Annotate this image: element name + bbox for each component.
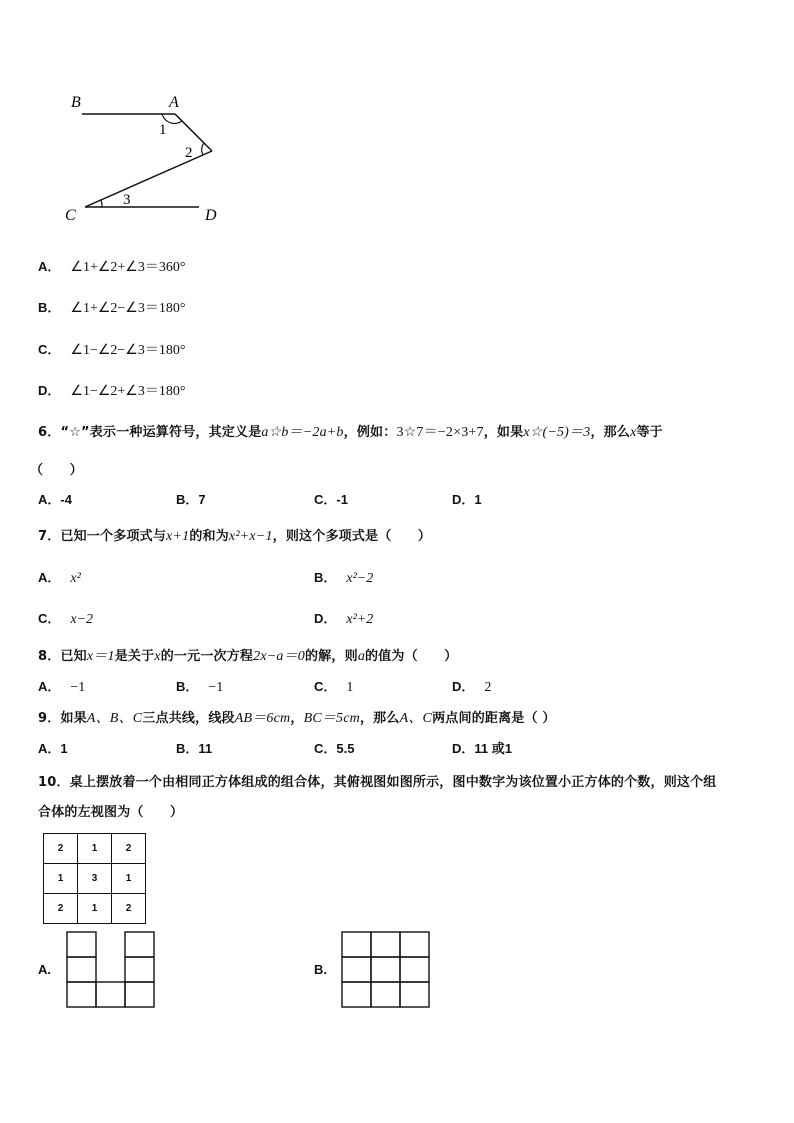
option-text: 2 bbox=[484, 680, 492, 695]
q8-var: x bbox=[154, 649, 161, 664]
option-text: 7 bbox=[198, 492, 206, 507]
top-view-grid bbox=[43, 833, 146, 924]
q9-text-d: 两点间的距离是（ ） bbox=[432, 711, 556, 726]
q9-bc: BC＝5cm bbox=[303, 711, 360, 726]
option-text: x−2 bbox=[70, 612, 94, 627]
q10-line2: 合体的左视图为（ ） bbox=[38, 805, 184, 820]
option-label: D． bbox=[452, 741, 475, 756]
label-D: D bbox=[205, 207, 217, 224]
option-text: ∠1−∠2+∠3＝180° bbox=[70, 384, 186, 399]
q5-option-c[interactable] bbox=[38, 339, 185, 359]
q8-option-d[interactable] bbox=[452, 676, 491, 696]
q7-text-a: 7．已知一个多项式与 bbox=[38, 529, 167, 544]
q9-option-c[interactable] bbox=[314, 738, 354, 757]
option-text: 11 bbox=[198, 741, 213, 756]
q9-text-a: 9．如果 bbox=[38, 711, 87, 726]
option-label: A． bbox=[38, 741, 61, 756]
grid-cell: 1 bbox=[78, 834, 112, 864]
option-text: 1 bbox=[346, 680, 354, 695]
grid-cell: 3 bbox=[78, 864, 112, 894]
q10-option-a-view[interactable] bbox=[66, 931, 158, 1009]
q9-ab: AB＝6cm bbox=[234, 711, 291, 726]
q9-option-d[interactable] bbox=[452, 738, 512, 757]
option-label: A． bbox=[38, 259, 61, 274]
option-label: C． bbox=[38, 342, 61, 357]
q6-stem bbox=[38, 421, 663, 441]
option-text: -1 bbox=[336, 492, 348, 507]
q9-option-a[interactable] bbox=[38, 738, 68, 757]
option-text: ∠1+∠2−∠3＝180° bbox=[70, 301, 186, 316]
q6-cond: x☆(−5)＝3 bbox=[523, 425, 591, 440]
q9-ac: A、C bbox=[399, 711, 433, 726]
q6-mid: ，例如： bbox=[343, 425, 397, 440]
option-text: 1 bbox=[474, 492, 482, 507]
q6-example: 3☆7＝−2×3+7 bbox=[396, 425, 484, 440]
option-text: x²−2 bbox=[346, 571, 374, 586]
q9-text-b: 三点共线，线段 bbox=[142, 711, 235, 726]
q8-text-a: 8．已知 bbox=[38, 649, 87, 664]
q10-option-a-label[interactable]: A. bbox=[38, 962, 51, 977]
grid-cell: 1 bbox=[44, 864, 78, 894]
option-text: ∠1−∠2−∠3＝180° bbox=[70, 343, 186, 358]
option-text: 11 或1 bbox=[474, 741, 512, 756]
q6-text: 6．“☆”表示一种运算符号，其定义是 bbox=[38, 425, 262, 440]
q6-mid2: ，如果 bbox=[483, 425, 524, 440]
option-label: C． bbox=[314, 492, 337, 507]
q8-text-e: 的值为（ ） bbox=[365, 649, 458, 664]
q6-option-b[interactable] bbox=[176, 489, 206, 508]
q10-option-b-view[interactable] bbox=[341, 931, 433, 1009]
option-label: C． bbox=[38, 611, 61, 626]
q9-option-b[interactable] bbox=[176, 738, 212, 757]
q10-line1: 10．桌上摆放着一个由相同正方体组成的组合体，其俯视图如图所示，图中数字为该位置小正方体的个数，则这个组 bbox=[38, 775, 717, 790]
option-label: C． bbox=[314, 741, 337, 756]
q6-option-d[interactable] bbox=[452, 489, 482, 508]
q8-option-c[interactable] bbox=[314, 676, 353, 696]
q8-text-d: 的解，则 bbox=[305, 649, 358, 664]
q6-tail2: 等于 bbox=[636, 425, 663, 440]
q5-option-b[interactable] bbox=[38, 297, 185, 317]
q8-var2: a bbox=[357, 649, 366, 664]
angle-figure bbox=[55, 88, 235, 228]
option-label: B． bbox=[176, 679, 199, 694]
grid-cell: 2 bbox=[44, 834, 78, 864]
q8-stem bbox=[38, 645, 457, 665]
q7-text-b: 的和为 bbox=[189, 529, 229, 544]
option-text: −1 bbox=[70, 680, 86, 695]
option-label: C． bbox=[314, 679, 337, 694]
option-text: ∠1+∠2+∠3＝360° bbox=[70, 260, 186, 275]
option-label: D． bbox=[314, 611, 337, 626]
option-label: A． bbox=[38, 492, 61, 507]
q6-option-a[interactable] bbox=[38, 489, 72, 508]
q5-option-d[interactable] bbox=[38, 380, 185, 400]
q7-text-c: ，则这个多项式是（ ） bbox=[272, 529, 432, 544]
grid-cell: 2 bbox=[44, 894, 78, 924]
q9-points: A、B、C bbox=[86, 711, 143, 726]
q7-option-c[interactable] bbox=[38, 608, 93, 628]
option-label: B． bbox=[176, 492, 199, 507]
q6-var: x bbox=[630, 425, 637, 440]
label-B: B bbox=[71, 94, 81, 111]
q8-option-b[interactable] bbox=[176, 676, 223, 696]
q9-text-c: ，那么 bbox=[359, 711, 400, 726]
label-C: C bbox=[65, 207, 76, 224]
q8-text-b: 是关于 bbox=[114, 649, 155, 664]
grid-row bbox=[44, 864, 146, 894]
grid-cell: 1 bbox=[112, 864, 146, 894]
label-angle2: 2 bbox=[185, 145, 193, 161]
grid-cell: 2 bbox=[112, 834, 146, 864]
option-text: x² bbox=[70, 571, 81, 586]
option-text: 5.5 bbox=[336, 741, 355, 756]
option-label: A． bbox=[38, 679, 61, 694]
q8-option-a[interactable] bbox=[38, 676, 85, 696]
label-angle3: 3 bbox=[123, 192, 131, 208]
option-label: B． bbox=[38, 300, 61, 315]
option-label: D． bbox=[452, 679, 475, 694]
q6-def: a☆b＝−2a+b bbox=[261, 425, 344, 440]
grid-cell: 2 bbox=[112, 894, 146, 924]
q6-option-c[interactable] bbox=[314, 489, 348, 508]
option-label: A． bbox=[38, 570, 61, 585]
q9-sep: ， bbox=[290, 711, 304, 726]
option-label: B． bbox=[314, 570, 337, 585]
q9-stem bbox=[38, 707, 556, 727]
q7-option-a[interactable] bbox=[38, 567, 81, 587]
option-text: 1 bbox=[60, 741, 68, 756]
option-text: -4 bbox=[60, 492, 72, 507]
q6-paren: （ ） bbox=[30, 463, 83, 478]
option-label: D． bbox=[452, 492, 475, 507]
label-angle1: 1 bbox=[159, 122, 167, 138]
q8-expr1: x＝1 bbox=[86, 649, 115, 664]
option-label: D． bbox=[38, 383, 61, 398]
option-text: x²+2 bbox=[346, 612, 374, 627]
grid-row bbox=[44, 834, 146, 864]
q8-expr2: 2x−a＝0 bbox=[253, 649, 305, 664]
grid-cell: 1 bbox=[78, 894, 112, 924]
q8-text-c: 的一元一次方程 bbox=[160, 649, 254, 664]
option-text: −1 bbox=[208, 680, 224, 695]
q7-expr1: x+1 bbox=[166, 529, 190, 544]
option-label: B． bbox=[176, 741, 199, 756]
q7-expr2: x²+x−1 bbox=[228, 529, 273, 544]
q7-option-d[interactable] bbox=[314, 608, 373, 628]
q6-tail: ，那么 bbox=[590, 425, 631, 440]
q7-option-b[interactable] bbox=[314, 567, 373, 587]
q7-stem bbox=[38, 525, 431, 545]
grid-row bbox=[44, 894, 146, 924]
q5-option-a[interactable] bbox=[38, 256, 185, 276]
label-A: A bbox=[169, 94, 179, 111]
q10-option-b-label[interactable]: B. bbox=[314, 962, 327, 977]
